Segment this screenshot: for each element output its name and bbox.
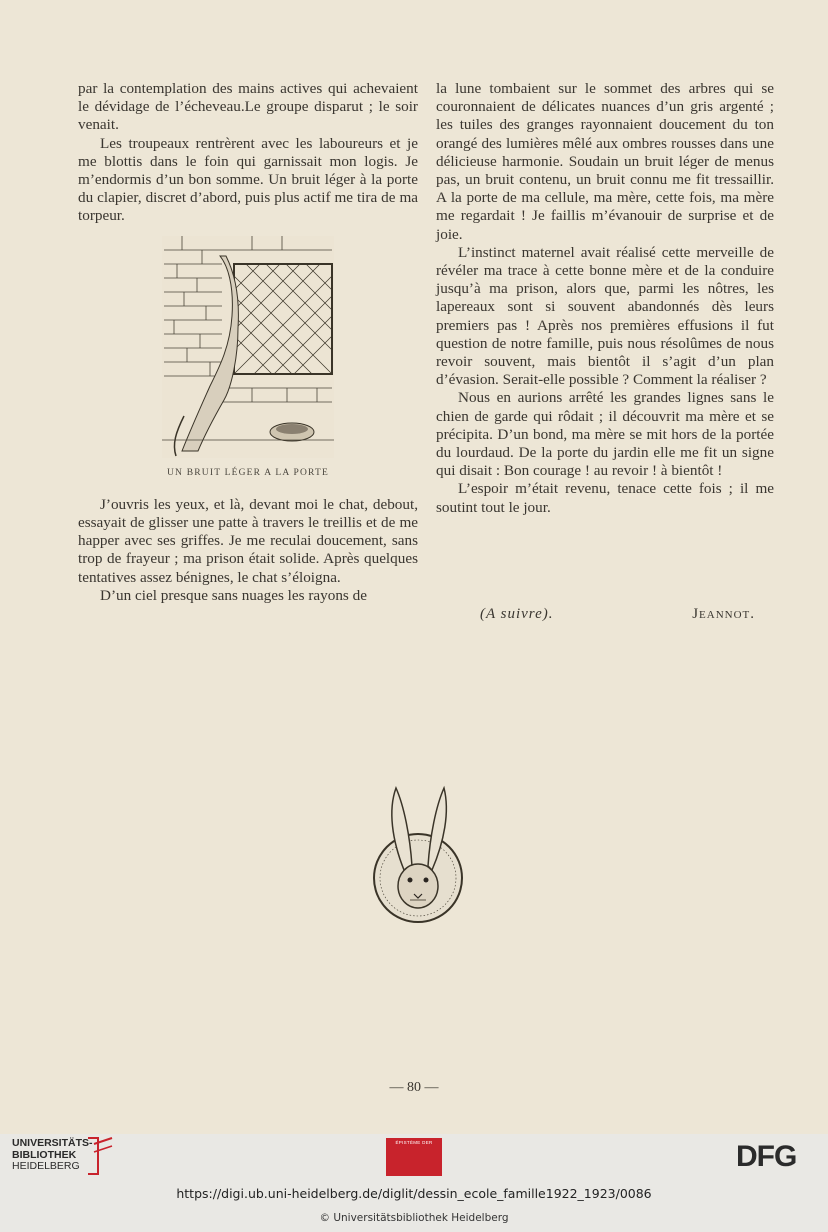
right-paragraph-4: L’espoir m’était revenu, tenace cette fois ; il me soutint tout le jour. bbox=[436, 480, 774, 516]
project-logo-text: ÉPISTÈME DER bbox=[395, 1140, 433, 1145]
left-paragraph-3: J’ouvris les yeux, et là, devant moi le chat, debout, essayait de glisser une patte à travers le treillis et de me happer avec ses griffes. Je me reculai doucement, sans trop de frayeur ; ma prison était solide. Après quelques tentatives assez bénignes, le chat s’éloigna. bbox=[78, 495, 418, 586]
left-paragraph-4: D’un ciel presque sans nuages les rayons de bbox=[100, 586, 367, 604]
left-paragraph-1: par la contemplation des mains actives qui achevaient le dévidage de l’écheveau.Le groupe disparut ; le soir venait. bbox=[78, 80, 418, 134]
right-paragraph-1: la lune tombaient sur le sommet des arbres qui se couronnaient de délicates nuances d’un gris argenté ; les tuiles des granges rayonnaient doucement du ton orangé des lumières mêlé aux ombres rousses dans une délicieuse harmonie. Soudain un bruit léger de menus pas, un bruit contenu, un bruit connu me fit tressaillir. A la porte de ma cellule, ma mère, cette fois, ma mère me regardait ! Je faillis m’évanouir de surprise et de joie. bbox=[436, 80, 774, 243]
ub-line-2: BIBLIOTHEK bbox=[12, 1148, 77, 1161]
permalink-url[interactable]: https://digi.ub.uni-heidelberg.de/diglit/dessin_ecole_famille1922_1923/0086 bbox=[176, 1186, 652, 1201]
rabbit-emblem-icon bbox=[370, 780, 466, 928]
signoff bbox=[480, 606, 755, 626]
right-paragraph-3: Nous en aurions arrêté les grandes lignes sans le chien de garde qui rôdait ; il découvrit ma mère et se précipita. D’un bond, ma mère se mit hors de la portée du lourdaud. De la porte du jardin elle me fit un signe qui disait : Bon courage ! au revoir ! à bientôt ! bbox=[436, 389, 774, 480]
footer-bar bbox=[0, 1134, 828, 1232]
cat-hutch-drawing bbox=[162, 236, 334, 458]
right-paragraph-2: L’instinct maternel avait réalisé cette merveille de révéler ma trace à cette bonne mère et de la conduire jusqu’à ma prison, alors que, parmi les nôtres, les lapereaux sont si souvent abandonnés dès leurs premiers pas ! Après nos premières effusions il fut question de notre famille, puis nous résolûmes de nous revoir souvent, mais bientôt il s’agit d’un plan d’évasion. Serait-elle possible ? Comment la réaliser ? bbox=[436, 243, 774, 389]
illustration-cat-at-hutch bbox=[78, 236, 418, 482]
ub-heidelberg-logo-icon[interactable] bbox=[84, 1134, 116, 1178]
ub-line-1: UNIVERSITÄTS- bbox=[12, 1137, 93, 1149]
copyright-notice: © Universitätsbibliothek Heidelberg bbox=[319, 1212, 509, 1224]
left-paragraph-2: Les troupeaux rentrèrent avec les laboureurs et je me blottis dans le foin qui garnissait mon logis. Je m’endormis d’un bon somme. Un bruit léger à la porte du clapier, discret d’abord, puis plus actif me tira de ma torpeur. bbox=[78, 134, 418, 225]
ub-line-3: HEIDELBERG bbox=[12, 1160, 80, 1172]
right-column bbox=[436, 80, 774, 517]
author-signature: Jeannot. bbox=[692, 606, 755, 622]
ub-heidelberg-logo-text[interactable] bbox=[12, 1138, 93, 1173]
left-column bbox=[78, 80, 418, 605]
figure-caption: UN BRUIT LÉGER A LA PORTE bbox=[167, 467, 329, 478]
project-logo[interactable] bbox=[386, 1138, 442, 1176]
dfg-logo[interactable]: DFG bbox=[736, 1140, 797, 1173]
page-number: — 80 — bbox=[389, 1080, 439, 1095]
to-be-continued: (A suivre). bbox=[480, 606, 554, 622]
